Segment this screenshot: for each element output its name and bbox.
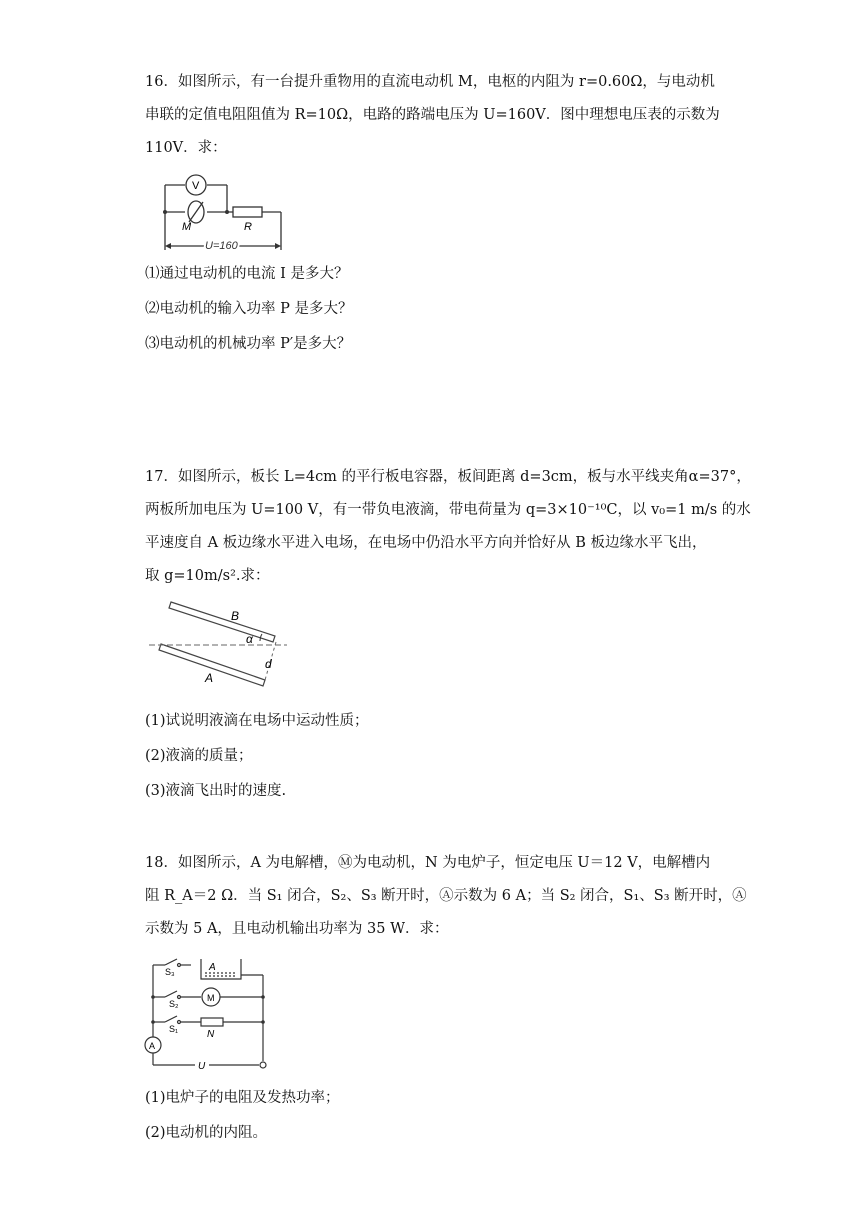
distance-label: d — [265, 657, 272, 671]
motor-label: M — [207, 993, 215, 1003]
ammeter-label: A — [149, 1041, 156, 1051]
q17-line-3: 平速度自 A 板边缘水平进入电场，在电场中仍沿水平方向并恰好从 B 板边缘水平飞出， — [145, 535, 707, 551]
resistor-icon — [233, 207, 262, 217]
plate-b-label: B — [231, 609, 240, 623]
question-16-text — [145, 66, 725, 165]
resistor-label: R — [244, 221, 252, 233]
switch-s1-label: S₁ — [169, 1024, 179, 1034]
voltmeter-label: V — [192, 180, 200, 192]
q16-sub-1: ⑴通过电动机的电流 I 是多大？ — [145, 266, 349, 282]
q17-line-4: 取 g=10m/s².求： — [145, 568, 270, 584]
q17-sub-1: (1)试说明液滴在电场中运动性质； — [145, 713, 369, 729]
heater-resistor-icon — [201, 1018, 223, 1026]
q17-line-2: 两板所加电压为 U=100 V，有一带负电液滴，带电荷量为 q=3×10⁻¹⁰C，以 v₀=1 m/s 的水 — [145, 502, 751, 518]
motor-label: M — [182, 221, 192, 233]
plate-a-label: A — [205, 671, 214, 685]
q16-line-2: 串联的定值电阻阻值为 R=10Ω，电路的路端电压为 U=160V．图中理想电压表的示数为 — [145, 107, 720, 123]
q17-sub-3: (3)液滴飞出时的速度. — [145, 783, 287, 799]
q17-sub-2: (2)液滴的质量； — [145, 748, 253, 764]
switch-s2-label: S₂ — [169, 999, 179, 1009]
heater-label: N — [207, 1029, 215, 1040]
tank-label: A — [209, 962, 216, 973]
voltage-label: U=160 — [205, 240, 238, 252]
q18-line-1: 18．如图所示，A 为电解槽，Ⓜ为电动机，N 为电炉子，恒定电压 U＝12 V，电解槽内 — [145, 855, 711, 871]
angle-label: α — [246, 632, 253, 646]
q16-circuit-diagram — [155, 172, 290, 257]
q16-line-1: 16．如图所示，有一台提升重物用的直流电动机 M，电枢的内阻为 r=0.60Ω，与电动机 — [145, 74, 715, 90]
q18-line-3: 示数为 5 A，且电动机输出功率为 35 W．求： — [145, 921, 449, 937]
q17-capacitor-diagram — [145, 598, 295, 696]
question-17-text — [145, 461, 751, 593]
switch-s3-label: S₃ — [165, 967, 175, 977]
q18-circuit-diagram — [143, 955, 273, 1073]
plate-b — [169, 602, 275, 642]
q18-sub-1: (1)电炉子的电阻及发热功率； — [145, 1090, 340, 1106]
question-18-text — [145, 847, 747, 946]
q18-line-2: 阻 R_A＝2 Ω．当 S₁ 闭合，S₂、S₃ 断开时，Ⓐ示数为 6 A；当 S₂ 闭合，S₁、S₃ 断开时，Ⓐ — [145, 888, 747, 904]
q16-sub-3: ⑶电动机的机械功率 P′是多大？ — [145, 336, 352, 352]
voltage-label: U — [198, 1061, 206, 1072]
q17-line-1: 17．如图所示，板长 L=4cm 的平行板电容器，板间距离 d=3cm，板与水平线夹角α=37°， — [145, 469, 751, 485]
q16-line-3: 110V．求： — [145, 140, 227, 156]
q16-sub-2: ⑵电动机的输入功率 P 是多大？ — [145, 301, 353, 317]
q18-sub-2: (2)电动机的内阻。 — [145, 1125, 268, 1141]
